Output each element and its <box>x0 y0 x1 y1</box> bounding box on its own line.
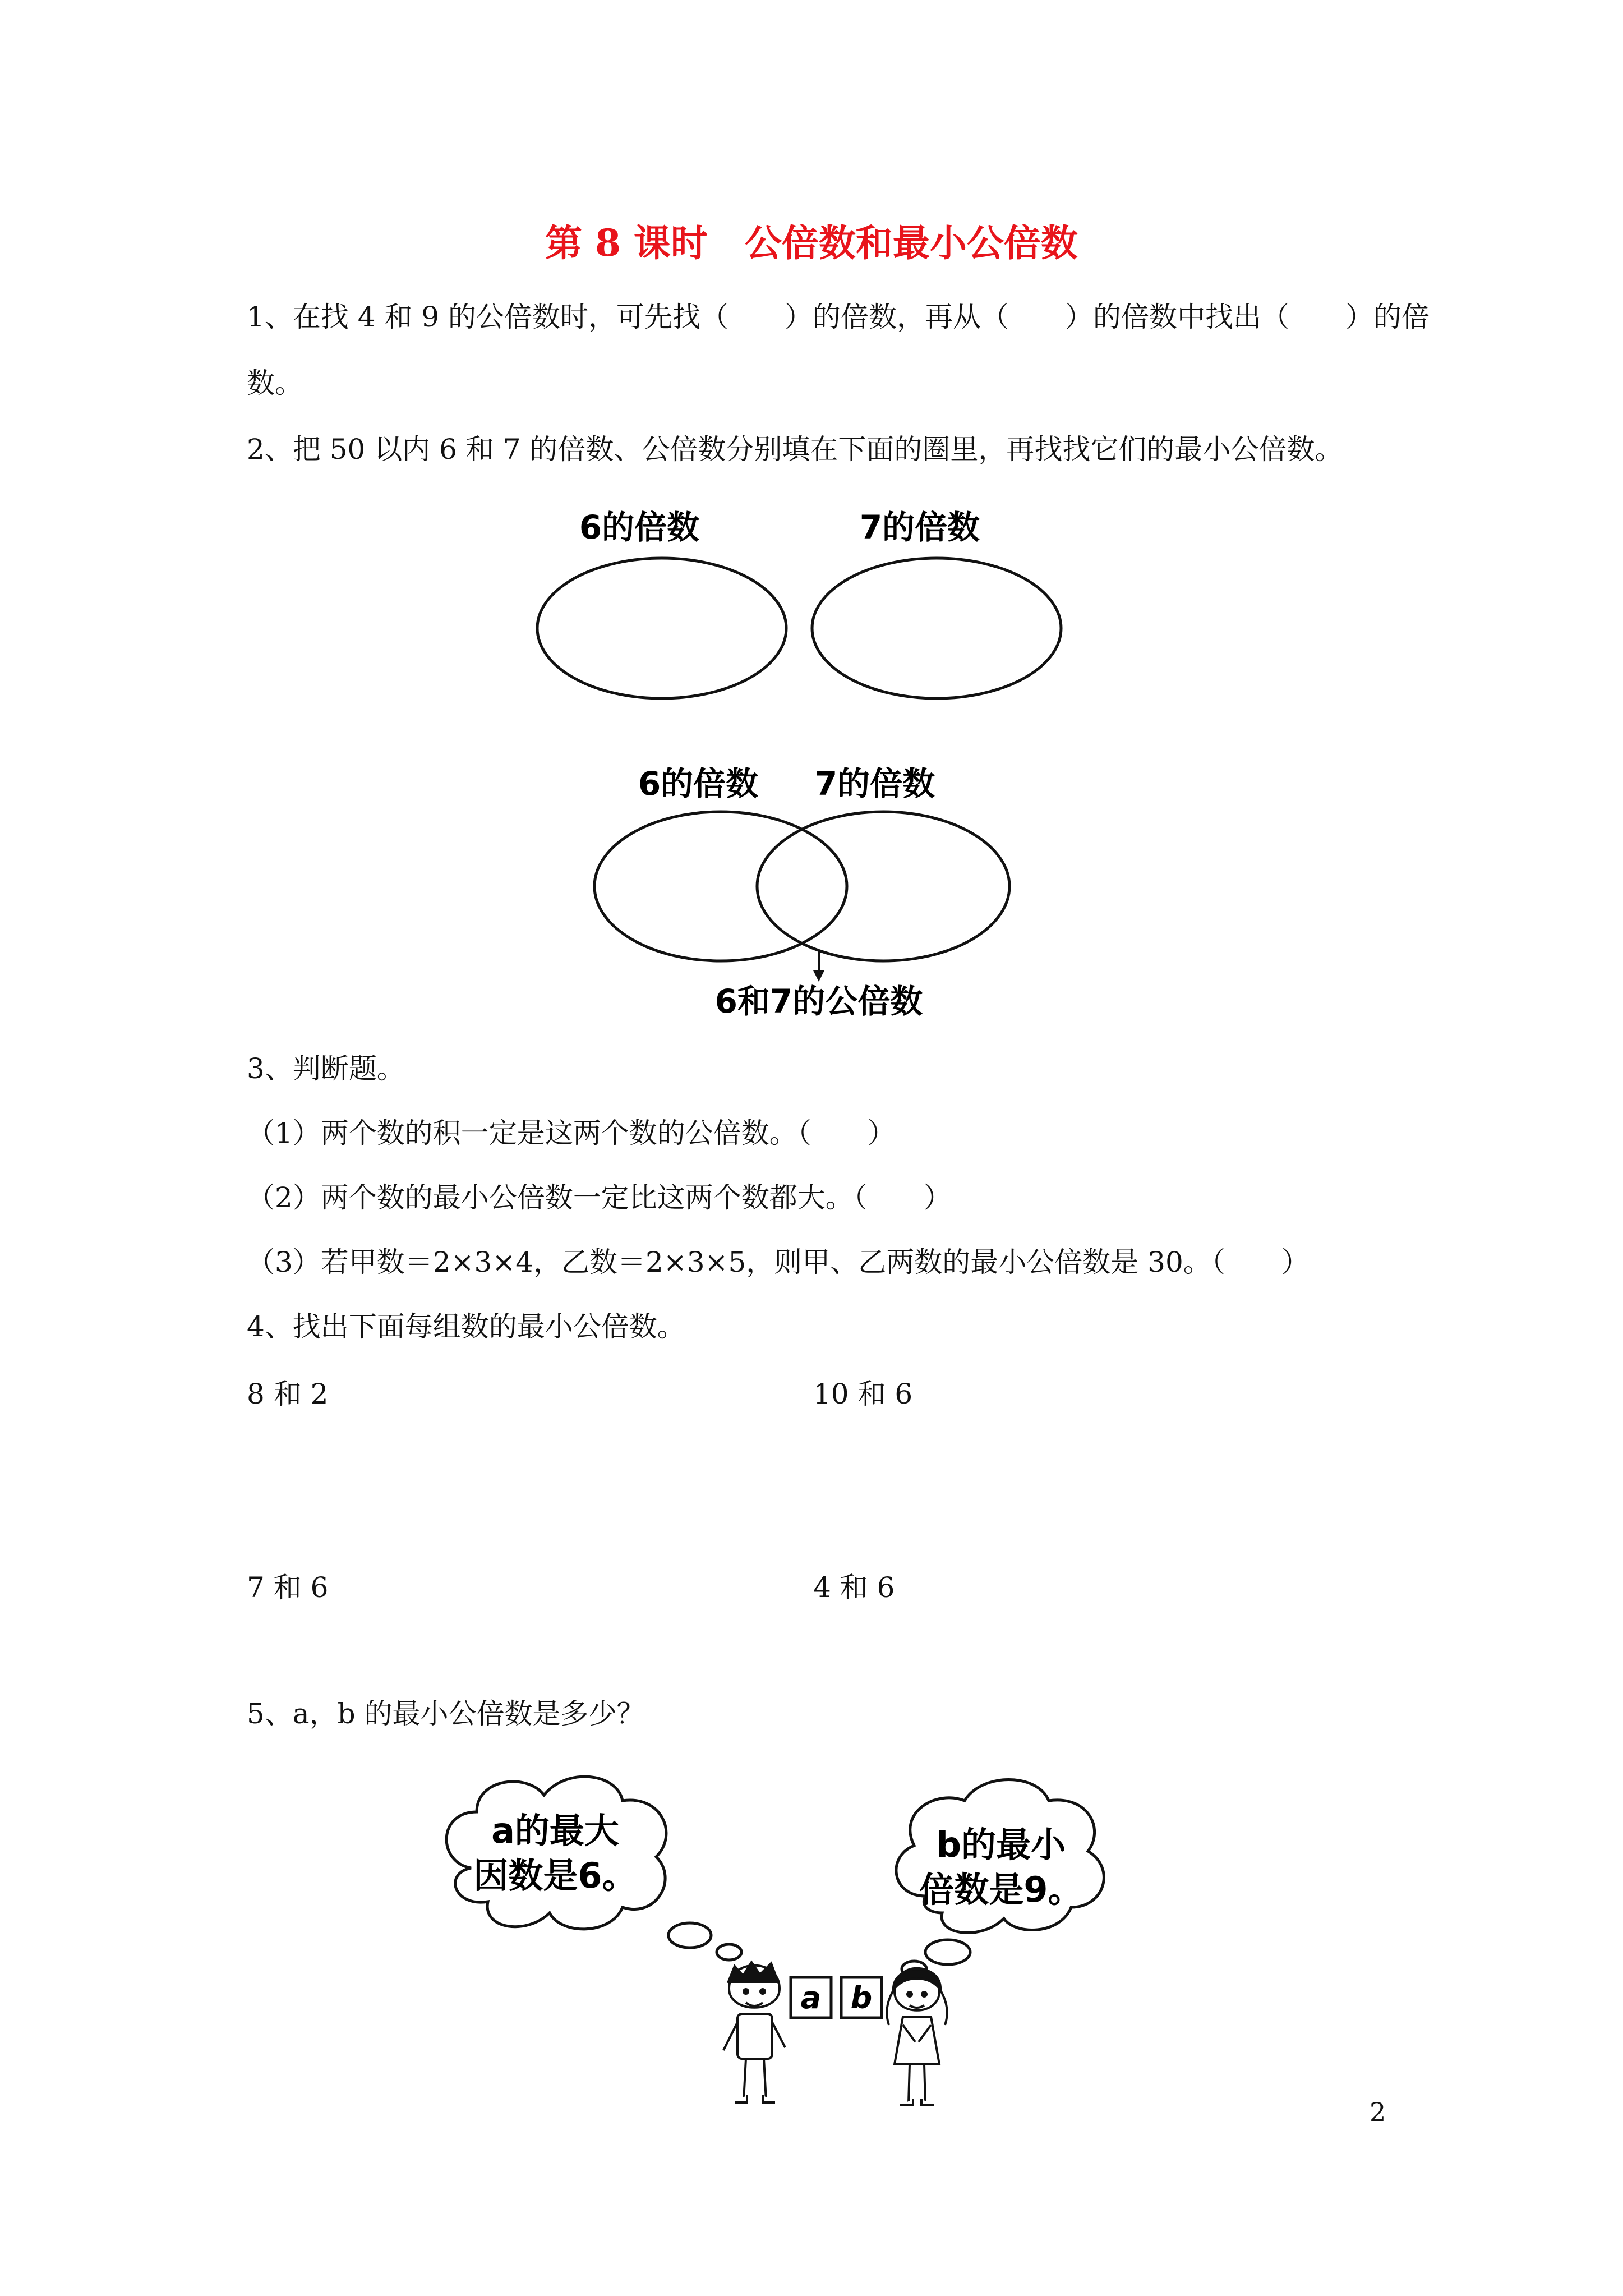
box-a-label: a <box>800 1980 822 2016</box>
diagram1-right-label: 7的倍数 <box>859 508 980 546</box>
multiples-of-7-ellipse <box>757 812 1009 961</box>
q4-pair-3: 7 和 6 <box>247 1571 329 1604</box>
venn-separate-diagram <box>527 505 1088 729</box>
right-bubble-line1: b的最小 <box>936 1824 1066 1865</box>
multiples-of-7-ellipse <box>812 558 1061 698</box>
q3-item-1: （1）两个数的积一定是这两个数的公倍数。（ ） <box>247 1117 896 1149</box>
box-b-label: b <box>850 1980 873 2016</box>
q5-illustration <box>432 1767 1133 2137</box>
q3-item-3: （3）若甲数＝2×3×4，乙数＝2×3×5，则甲、乙两数的最小公倍数是 30。（ ） <box>247 1246 1310 1278</box>
multiples-of-6-ellipse <box>537 558 786 698</box>
page-number: 2 <box>1370 2097 1386 2127</box>
q1-line1: 1、在找 4 和 9 的公倍数时，可先找（ ）的倍数，再从（ ）的倍数中找出（ ）的倍 <box>247 301 1430 333</box>
boy-figure-icon <box>723 1962 785 2102</box>
venn-overlap-diagram <box>589 760 1049 1024</box>
diagram2-left-label: 6的倍数 <box>638 765 759 803</box>
right-bubble-line2: 倍数是9。 <box>919 1869 1083 1910</box>
q4-pair-2: 10 和 6 <box>813 1378 913 1410</box>
q3-heading: 3、判断题。 <box>247 1052 405 1085</box>
q4-pair-4: 4 和 6 <box>813 1571 895 1604</box>
q3-item-2: （2）两个数的最小公倍数一定比这两个数都大。（ ） <box>247 1181 952 1214</box>
page-title: 第 8 课时 公倍数和最小公倍数 <box>545 221 1078 265</box>
left-bubble-line2: 因数是6。 <box>473 1855 637 1896</box>
q4-pair-1: 8 和 2 <box>247 1378 329 1410</box>
q5-heading: 5、a，b 的最小公倍数是多少？ <box>247 1697 645 1730</box>
diagram1-left-label: 6的倍数 <box>579 508 700 546</box>
left-bubble-line1: a的最大 <box>491 1810 619 1851</box>
girl-figure-icon <box>887 1968 947 2105</box>
multiples-of-6-ellipse <box>594 812 847 961</box>
q2-text: 2、把 50 以内 6 和 7 的倍数、公倍数分别填在下面的圈里，再找找它们的最小公倍数。 <box>247 433 1343 466</box>
arrow-head-icon <box>813 970 824 982</box>
q4-heading: 4、找出下面每组数的最小公倍数。 <box>247 1310 685 1343</box>
diagram2-right-label: 7的倍数 <box>814 765 935 803</box>
q1-line2: 数。 <box>247 367 303 399</box>
intersection-label: 6和7的公倍数 <box>714 982 923 1020</box>
